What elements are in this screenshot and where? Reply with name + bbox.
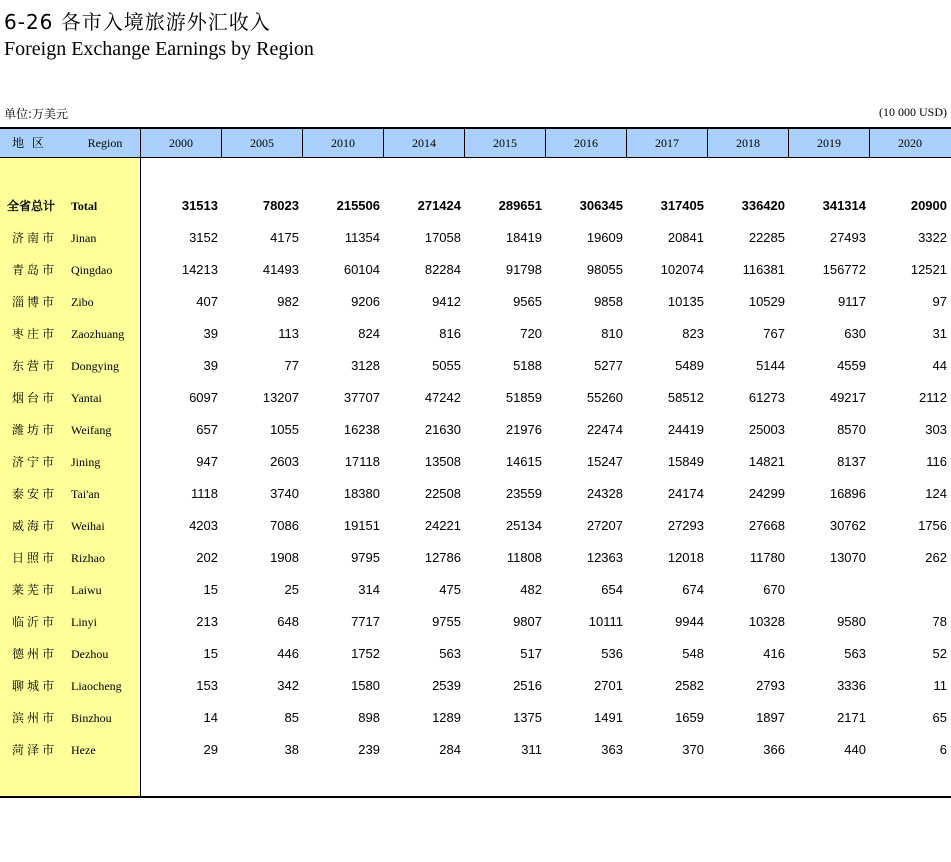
header-year-9: 2020 [898,136,922,150]
row-value-2015: 91798 [505,262,542,277]
header-year-6: 2017 [655,136,679,150]
row-value-2005: 7086 [270,518,299,533]
row-value-2014: 816 [439,326,461,341]
table-row [0,574,951,606]
row-value-2000: 39 [203,358,218,373]
table-row [0,670,951,702]
row-region-chinese: 菏泽市 [12,743,58,757]
row-value-2005: 77 [284,358,299,373]
row-value-2014: 12786 [424,550,461,565]
row-value-2016: 55260 [586,390,623,405]
row-value-2015: 18419 [505,230,542,245]
row-value-2010: 17118 [344,454,380,469]
page-title-chinese: 6-26 各市入境旅游外汇收入 [4,10,271,34]
row-value-2000: 202 [196,550,218,565]
row-value-2015: 9807 [513,614,542,629]
row-value-2018: 416 [763,646,785,661]
row-value-2000: 3152 [189,230,218,245]
row-value-2017: 102074 [660,262,704,277]
row-value-2010: 239 [358,742,380,757]
row-region-english: Weifang [71,423,112,437]
row-value-2014: 13508 [424,454,461,469]
row-value-2016: 12363 [586,550,623,565]
row-value-2019: 9580 [837,614,866,629]
row-value-2010: 3128 [351,358,380,373]
row-value-2015: 21976 [505,422,542,437]
row-value-2017: 24174 [667,486,704,501]
table-row [0,382,951,414]
row-value-2014: 17058 [424,230,461,245]
row-value-2020: 97 [932,294,947,309]
row-value-2005: 85 [284,710,299,725]
row-value-2020: 31 [932,326,947,341]
row-value-2016: 19609 [586,230,623,245]
row-value-2005: 446 [277,646,299,661]
row-value-2017: 5489 [675,358,704,373]
row-value-2018: 2793 [756,678,785,693]
row-value-2020: 1756 [918,518,947,533]
row-value-2020: 303 [925,422,947,437]
table-row [0,510,951,542]
row-region-english: Zaozhuang [71,327,125,341]
row-value-2015: 720 [520,326,542,341]
row-value-2014: 82284 [424,262,461,277]
row-value-2018: 336420 [741,198,785,213]
row-value-2015: 517 [520,646,542,661]
row-value-2019: 9117 [838,294,866,309]
row-value-2016: 9858 [594,294,623,309]
row-value-2020: 78 [932,614,947,629]
row-value-2010: 1752 [351,646,380,661]
row-region-chinese: 烟台市 [12,391,58,405]
row-value-2005: 25 [284,582,299,597]
row-value-2015: 25134 [505,518,542,533]
row-value-2014: 271424 [417,198,461,213]
row-value-2010: 1580 [351,678,380,693]
table-row [0,542,951,574]
row-value-2005: 342 [277,678,299,693]
row-value-2010: 824 [358,326,380,341]
row-value-2005: 78023 [262,198,299,213]
row-value-2017: 317405 [660,198,704,213]
row-value-2018: 61273 [748,390,785,405]
row-value-2015: 311 [521,742,542,757]
row-value-2005: 2603 [270,454,299,469]
row-value-2014: 5055 [432,358,461,373]
row-value-2015: 482 [520,582,542,597]
table-row [0,606,951,638]
row-value-2018: 10529 [748,294,785,309]
row-region-english: Dezhou [71,647,109,661]
row-value-2014: 22508 [424,486,461,501]
row-value-2015: 1375 [513,710,542,725]
row-value-2005: 113 [278,326,299,341]
row-value-2017: 24419 [667,422,704,437]
row-value-2016: 98055 [586,262,623,277]
row-value-2014: 2539 [432,678,461,693]
row-value-2010: 898 [358,710,380,725]
row-region-english: Rizhao [71,551,105,565]
header-region-english: Region [87,136,123,150]
row-value-2019: 8137 [837,454,866,469]
row-value-2019: 3336 [837,678,866,693]
row-value-2018: 1897 [756,710,785,725]
row-value-2017: 10135 [667,294,704,309]
row-value-2000: 407 [196,294,218,309]
row-value-2020: 11 [933,678,947,693]
row-region-english: Jinan [71,231,97,245]
row-value-2014: 563 [439,646,461,661]
row-value-2018: 767 [763,326,785,341]
row-value-2017: 823 [682,326,704,341]
row-value-2017: 58512 [667,390,704,405]
table-row [0,638,951,670]
row-value-2005: 41493 [262,262,299,277]
row-region-english: Yantai [71,391,102,405]
row-value-2016: 363 [601,742,623,757]
row-value-2010: 16238 [343,422,380,437]
row-value-2014: 9412 [432,294,461,309]
row-region-chinese: 济宁市 [12,455,58,469]
row-value-2017: 20841 [667,230,704,245]
table-bottom-rule [0,796,951,798]
row-value-2017: 27293 [667,518,704,533]
row-value-2010: 19151 [343,518,380,533]
row-value-2020: 124 [925,486,947,501]
row-value-2020: 65 [932,710,947,725]
header-year-4: 2015 [493,136,517,150]
row-value-2014: 1289 [432,710,461,725]
row-region-english: Weihai [71,519,105,533]
header-year-8: 2019 [817,136,841,150]
row-value-2019: 341314 [822,198,866,213]
row-value-2015: 51859 [505,390,542,405]
row-region-chinese: 临沂市 [12,615,58,629]
row-region-chinese: 青岛市 [12,263,58,277]
row-value-2019: 49217 [829,390,866,405]
row-value-2015: 11808 [506,550,542,565]
row-region-english: Qingdao [71,263,113,277]
row-region-chinese: 滨州市 [12,711,58,725]
row-value-2016: 15247 [586,454,623,469]
row-value-2016: 2701 [594,678,623,693]
table-row [0,414,951,446]
header-year-0: 2000 [169,136,193,150]
table-row [0,350,951,382]
row-value-2014: 475 [439,582,461,597]
row-region-chinese: 日照市 [12,551,58,565]
row-value-2019: 8570 [837,422,866,437]
row-value-2005: 1055 [270,422,299,437]
header-year-7: 2018 [736,136,760,150]
row-value-2019: 13070 [829,550,866,565]
row-value-2015: 289651 [498,198,542,213]
row-value-2010: 9795 [351,550,380,565]
row-value-2000: 14 [203,710,218,725]
row-value-2018: 116381 [742,262,785,277]
row-region-english: Dongying [71,359,119,373]
row-region-english: Total [71,199,98,213]
row-region-english: Liaocheng [71,679,122,693]
total-row [0,190,951,222]
row-value-2015: 14615 [505,454,542,469]
row-value-2014: 24221 [424,518,461,533]
row-value-2010: 9206 [351,294,380,309]
row-value-2010: 18380 [343,486,380,501]
row-region-chinese: 聊城市 [12,679,58,693]
row-value-2016: 27207 [586,518,623,533]
row-value-2019: 4559 [837,358,866,373]
row-region-chinese: 泰安市 [12,487,58,501]
row-value-2017: 1659 [675,710,704,725]
row-value-2000: 29 [203,742,218,757]
row-value-2015: 2516 [513,678,542,693]
row-value-2017: 9944 [675,614,704,629]
row-region-chinese: 东营市 [12,359,58,373]
row-value-2000: 14213 [181,262,218,277]
row-value-2019: 440 [844,742,866,757]
row-value-2020: 262 [925,550,947,565]
row-value-2016: 306345 [579,198,623,213]
row-region-english: Laiwu [71,583,102,597]
table-row [0,222,951,254]
row-value-2020: 2112 [919,390,947,405]
row-value-2018: 27668 [748,518,785,533]
row-region-chinese: 全省总计 [7,199,56,213]
row-region-english: Heze [71,743,96,757]
table-row [0,318,951,350]
row-value-2005: 1908 [270,550,299,565]
row-value-2017: 2582 [675,678,704,693]
row-value-2000: 31513 [181,198,218,213]
row-region-chinese: 济南市 [12,231,58,245]
row-value-2014: 284 [439,742,461,757]
row-region-chinese: 威海市 [12,519,58,533]
row-value-2017: 548 [682,646,704,661]
row-value-2016: 5277 [594,358,623,373]
row-region-english: Binzhou [71,711,112,725]
row-region-chinese: 淄博市 [12,295,58,309]
row-region-chinese: 枣庄市 [12,327,58,341]
header-year-2: 2010 [331,136,355,150]
row-region-chinese: 德州市 [12,647,58,661]
row-value-2014: 9755 [432,614,461,629]
row-value-2019: 563 [844,646,866,661]
row-value-2020: 6 [939,742,947,757]
row-value-2018: 25003 [748,422,785,437]
row-region-english: Tai'an [71,487,100,501]
row-value-2018: 366 [763,742,785,757]
row-value-2010: 60104 [343,262,380,277]
row-value-2005: 38 [284,742,299,757]
row-value-2018: 5144 [756,358,785,373]
header-region-chinese: 地 区 [12,136,46,150]
row-value-2010: 11354 [344,230,380,245]
header-year-1: 2005 [250,136,274,150]
row-value-2015: 23559 [505,486,542,501]
row-value-2017: 15849 [667,454,704,469]
row-value-2020: 3322 [918,230,947,245]
table-row [0,286,951,318]
table-row [0,446,951,478]
row-value-2014: 47242 [424,390,461,405]
row-value-2020: 12521 [910,262,947,277]
row-value-2010: 37707 [343,390,380,405]
row-value-2019: 630 [844,326,866,341]
row-value-2020: 20900 [910,198,947,213]
row-value-2000: 39 [203,326,218,341]
row-value-2018: 24299 [748,486,785,501]
row-value-2010: 314 [358,582,380,597]
row-value-2016: 536 [601,646,623,661]
table-row [0,254,951,286]
row-value-2000: 657 [196,422,218,437]
row-region-english: Jining [71,455,101,469]
row-value-2015: 5188 [513,358,542,373]
header-year-5: 2016 [574,136,598,150]
row-value-2019: 30762 [829,518,866,533]
row-value-2016: 654 [601,582,623,597]
row-value-2020: 44 [932,358,947,373]
row-region-chinese: 莱芜市 [12,583,58,597]
row-value-2019: 16896 [829,486,866,501]
row-value-2000: 6097 [189,390,218,405]
page-title-english: Foreign Exchange Earnings by Region [4,38,314,60]
row-value-2018: 10328 [748,614,785,629]
unit-label-english: (10 000 USD) [879,105,947,119]
table-header [0,129,951,158]
row-value-2016: 810 [601,326,623,341]
row-value-2005: 3740 [270,486,299,501]
row-value-2000: 1118 [191,486,218,501]
row-value-2016: 1491 [594,710,623,725]
row-value-2016: 24328 [586,486,623,501]
row-value-2019: 2171 [837,710,866,725]
row-region-chinese: 潍坊市 [12,423,58,437]
unit-label-chinese: 单位:万美元 [4,107,69,121]
row-value-2010: 7717 [351,614,380,629]
row-value-2000: 213 [196,614,218,629]
row-value-2020: 52 [932,646,947,661]
row-value-2000: 4203 [189,518,218,533]
row-value-2005: 982 [277,294,299,309]
table-row [0,478,951,510]
row-value-2019: 27493 [829,230,866,245]
row-value-2000: 947 [196,454,218,469]
row-value-2010: 215506 [336,198,380,213]
row-value-2015: 9565 [513,294,542,309]
row-value-2018: 14821 [748,454,785,469]
row-region-english: Linyi [71,615,97,629]
row-value-2016: 22474 [586,422,623,437]
row-value-2016: 10111 [588,614,623,629]
row-value-2017: 674 [682,582,704,597]
row-value-2018: 670 [763,582,785,597]
row-value-2020: 116 [926,454,947,469]
table-row [0,702,951,734]
table-row [0,734,951,766]
row-value-2017: 370 [682,742,704,757]
row-value-2018: 11780 [749,550,785,565]
row-value-2000: 15 [203,646,218,661]
row-value-2005: 4175 [270,230,299,245]
header-year-3: 2014 [412,136,436,150]
row-value-2017: 12018 [667,550,704,565]
row-value-2005: 13207 [262,390,299,405]
row-value-2019: 156772 [822,262,866,277]
row-region-english: Zibo [71,295,94,309]
row-value-2000: 153 [196,678,218,693]
row-value-2018: 22285 [748,230,785,245]
row-value-2005: 648 [277,614,299,629]
row-value-2014: 21630 [424,422,461,437]
row-value-2000: 15 [203,582,218,597]
